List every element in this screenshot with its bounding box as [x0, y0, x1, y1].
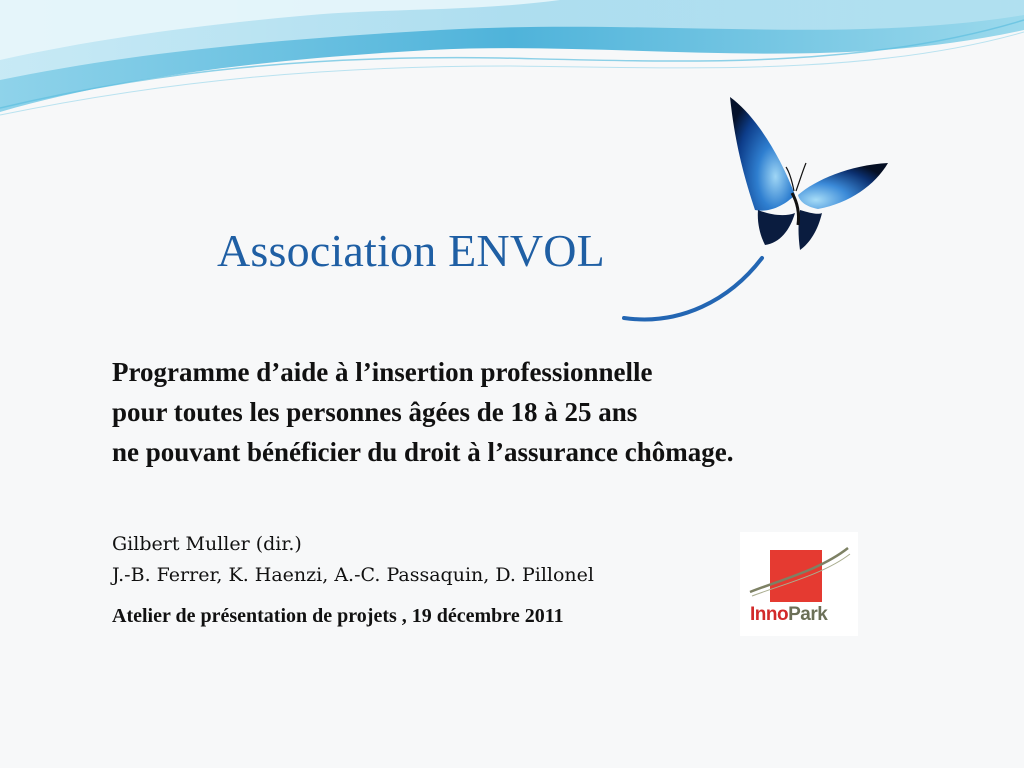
innopark-mark-icon [740, 532, 858, 612]
slide-title: Association ENVOL [217, 225, 605, 276]
swoosh-decoration [610, 250, 780, 330]
innopark-wordmark [750, 604, 827, 626]
program-description [112, 352, 932, 472]
author-team: J.-B. Ferrer, K. Haenzi, A.-C. Passaquin, D. Pillonel [112, 564, 594, 586]
logo-text-inno: Inno [750, 604, 789, 625]
authors-block [112, 529, 732, 591]
butterfly-logo-icon [700, 85, 910, 265]
program-line-1: Programme d’aide à l’insertion professionnelle [112, 357, 653, 387]
program-line-2: pour toutes les personnes âgées de 18 à 25 ans [112, 397, 638, 427]
program-line-3: ne pouvant bénéficier du droit à l’assurance chômage. [112, 437, 734, 467]
event-line: Atelier de présentation de projets , 19 décembre 2011 [112, 605, 564, 627]
logo-text-park: Park [788, 604, 828, 625]
innopark-logo [740, 532, 858, 636]
author-director: Gilbert Muller (dir.) [112, 533, 302, 555]
